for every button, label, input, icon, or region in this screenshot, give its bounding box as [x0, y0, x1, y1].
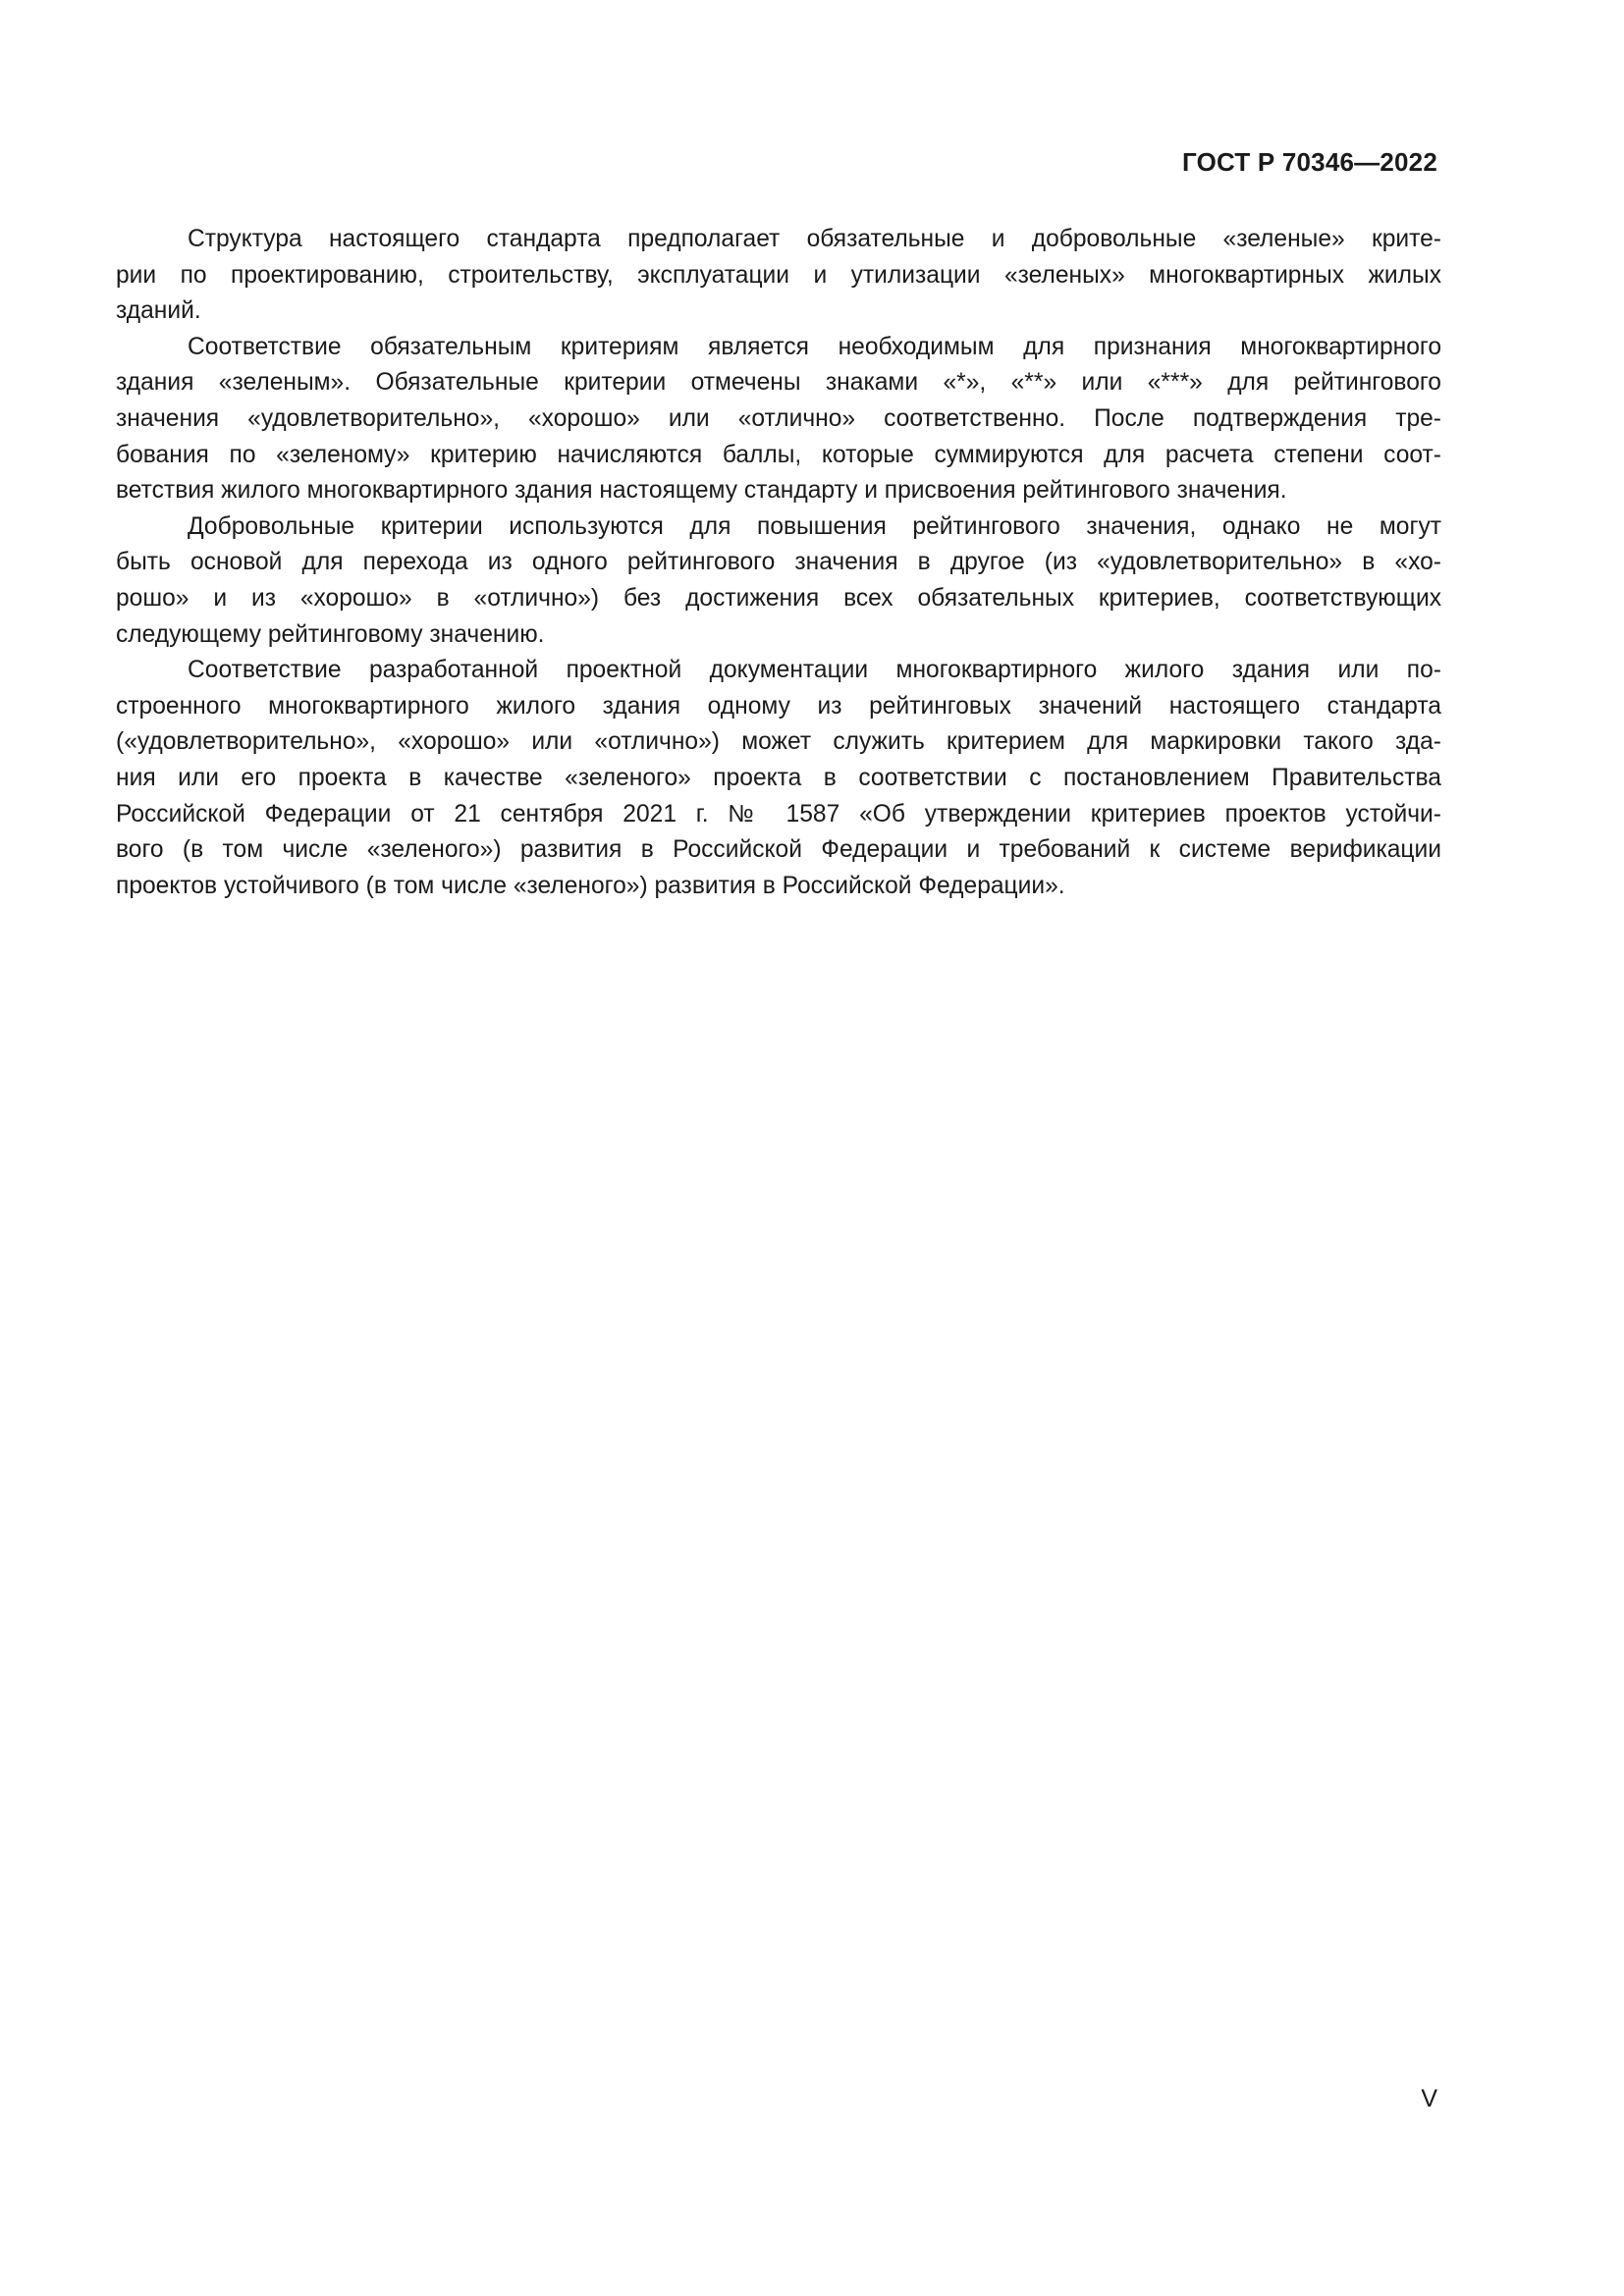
text-line: здания «зеленым». Обязательные критерии отмечены знаками «*», «**» или «***» для рейтингового	[116, 369, 1441, 397]
text-line: значения «удовлетворительно», «хорошо» или «отлично» соответственно. После подтверждения тре-	[116, 404, 1441, 432]
text-line: рии по проектированию, строительству, эксплуатации и утилизации «зеленых» многоквартирных жилых	[116, 261, 1441, 289]
text-line: быть основой для перехода из одного рейтингового значения в другое (из «удовлетворительно» в «хо-	[116, 549, 1441, 576]
text-line: Структура настоящего стандарта предполагает обязательные и добровольные «зеленые» крите-	[188, 226, 1441, 252]
text-line: зданий.	[116, 297, 201, 325]
text-line: Добровольные критерии используются для повышения рейтингового значения, однако не могут	[188, 512, 1441, 540]
text-line: проектов устойчивого (в том числе «зеленого») развития в Российской Федерации».	[116, 872, 1065, 899]
paragraph-voluntary-criteria	[116, 509, 1441, 653]
body-text	[116, 222, 1441, 904]
text-line: Соответствие обязательным критериям является необходимым для признания многоквартирного	[188, 333, 1441, 360]
text-line: Российской Федерации от 21 сентября 2021 г. № 1587 «Об утверждении критериев проектов устойчи-	[116, 800, 1441, 828]
document-number-header: ГОСТ Р 70346—2022	[1182, 147, 1437, 177]
paragraph-structure	[116, 222, 1441, 330]
text-line: ния или его проекта в качестве «зеленого» проекта в соответствии с постановлением Правительства	[116, 764, 1441, 791]
text-line: рошо» и из «хорошо» в «отлично») без достижения всех обязательных критериев, соответствующих	[116, 584, 1441, 612]
text-line: ветствия жилого многоквартирного здания настоящему стандарту и присвоения рейтингового значения.	[116, 477, 1287, 505]
paragraph-compliance-marking	[116, 653, 1441, 904]
text-line: вого (в том числе «зеленого») развития в Российской Федерации и требований к системе верификации	[116, 836, 1441, 864]
paragraph-mandatory-criteria	[116, 330, 1441, 509]
text-line: Соответствие разработанной проектной документации многоквартирного жилого здания или по-	[188, 657, 1441, 684]
text-line: строенного многоквартирного жилого здания одному из рейтинговых значений настоящего стандарта	[116, 692, 1441, 720]
page-number: V	[1421, 2085, 1437, 2112]
text-line: бования по «зеленому» критерию начисляются баллы, которые суммируются для расчета степени соот-	[116, 441, 1441, 468]
text-line: («удовлетворительно», «хорошо» или «отлично») может служить критерием для маркировки такого зда-	[116, 728, 1441, 756]
text-line: следующему рейтинговому значению.	[116, 620, 545, 648]
